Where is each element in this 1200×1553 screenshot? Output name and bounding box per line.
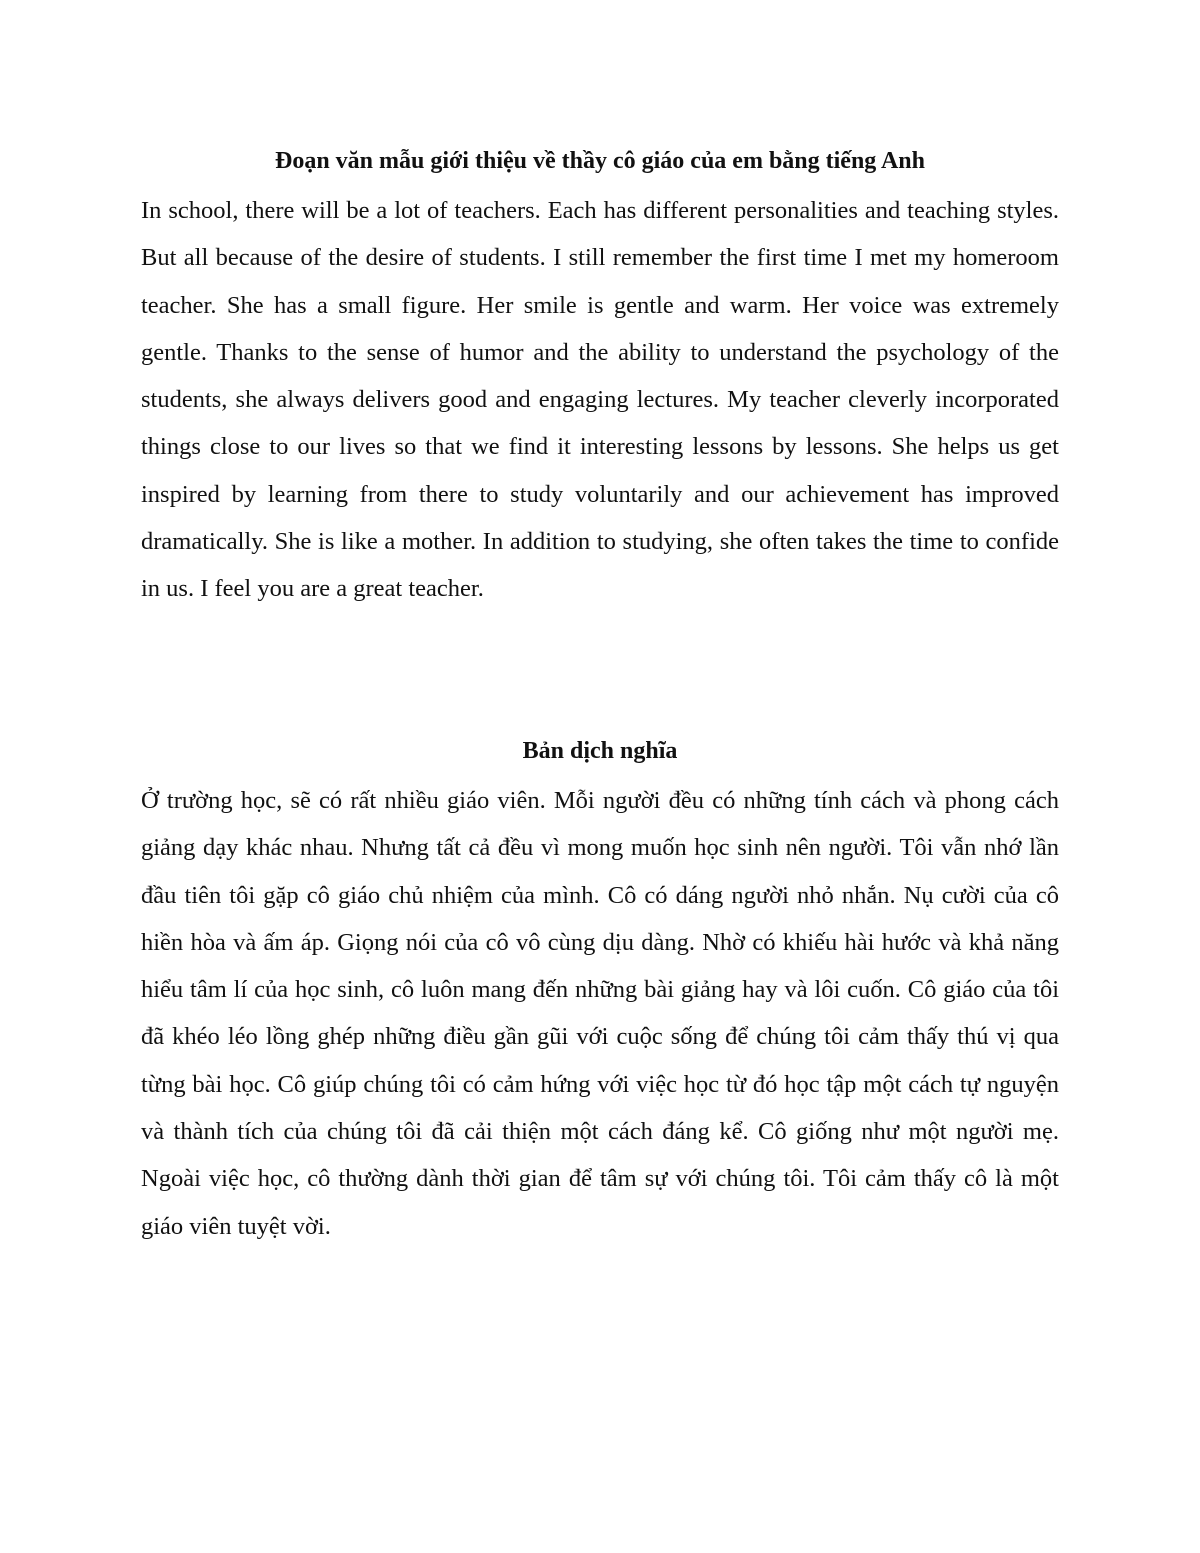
english-paragraph: In school, there will be a lot of teachers. Each has different personalities and teaching styles. But all because of the desire of students. I still remember the first time I met my homeroom teacher. She has a small figure. Her smile is gentle and warm. Her voice was extremely gentle. Thanks to the sense of humor and the ability to understand the psychology of the students, she always delivers good and engaging lectures. My teacher cleverly incorporated things close to our lives so that we find it interesting lessons by lessons. She helps us get inspired by learning from there to study voluntarily and our achievement has improved dramatically. She is like a mother. In addition to studying, she often takes the time to confide in us. I feel you are a great teacher.: [141, 197, 1059, 603]
english-title: Đoạn văn mẫu giới thiệu về thầy cô giáo của em bằng tiếng Anh: [274, 148, 925, 174]
translation-title: Bản dịch nghĩa: [522, 738, 678, 764]
english-section: [141, 141, 1059, 613]
translation-paragraph: Ở trường học, sẽ có rất nhiều giáo viên. Mỗi người đều có những tính cách và phong cách giảng dạy khác nhau. Nhưng tất cả đều vì mong muốn học sinh nên người. Tôi vẫn nhớ lần đầu tiên tôi gặp cô giáo chủ nhiệm của mình. Cô có dáng người nhỏ nhắn. Nụ cười của cô hiền hòa và ấm áp. Giọng nói của cô vô cùng dịu dàng. Nhờ có khiếu hài hước và khả năng hiểu tâm lí của học sinh, cô luôn mang đến những bài giảng hay và lôi cuốn. Cô giáo của tôi đã khéo léo lồng ghép những điều gần gũi với cuộc sống để chúng tôi cảm thấy thú vị qua từng bài học. Cô giúp chúng tôi có cảm hứng với việc học từ đó học tập một cách tự nguyện và thành tích của chúng tôi đã cải thiện một cách đáng kể. Cô giống như một người mẹ. Ngoài việc học, cô thường dành thời gian để tâm sự với chúng tôi. Tôi cảm thấy cô là một giáo viên tuyệt vời.: [141, 787, 1059, 1240]
translation-section: [141, 731, 1059, 1250]
